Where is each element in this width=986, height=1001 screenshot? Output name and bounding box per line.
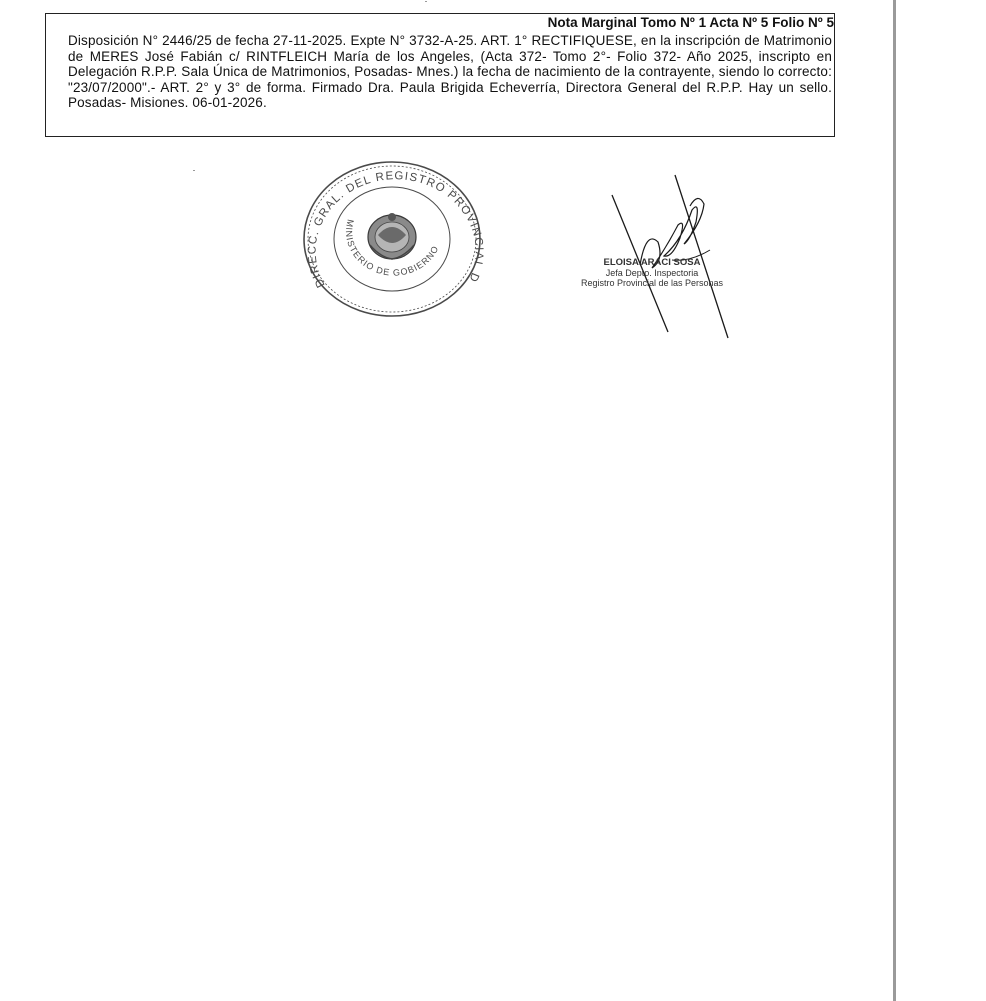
page-edge [893,0,896,1001]
scan-speck [193,170,195,171]
scan-speck [425,1,427,2]
page-margin [896,0,986,1001]
official-seal-stamp [300,157,485,317]
signatory-title: Jefa Depto. Inspectoria [605,268,699,278]
signature-block [552,258,752,288]
coat-of-arms-icon [368,213,416,259]
marginal-note-body: Disposición N° 2446/25 de fecha 27-11-2025. Expte N° 3732-A-25. ART. 1° RECTIFIQUESE, en la inscripción de Matrimonio de MERES José Fabián c/ RINTFLEICH María de los Angeles, (Acta 372- Tomo 2°- Folio 372- Año 2025, inscripto en Delegación R.P.P. Sala Única de Matrimonios, Posadas- Mnes.) la fecha de nacimiento de la contrayente, siendo lo correcto: "23/07/2000".- ART. 2° y 3° de forma. Firmado Dra. Paula Brigida Echeverría, Directora General del R.P.P. Hay un sello. Posadas- Misiones. 06-01-2026. [68,33,832,111]
signatory-office: Registro Provincial de las Personas [580,278,724,288]
stamp-outer-text: DIRECC. GRAL. DEL REGISTRO PROVINCIAL D [306,170,485,290]
marginal-note-heading: Nota Marginal Tomo Nº 1 Acta Nº 5 Folio Nº 5 [547,15,834,30]
signatory-name: ELOISA ARACI SOSA [603,257,701,268]
marginal-note-box [45,13,835,137]
stamp-inner-text: MINISTERIO DE GOBIERNO [343,218,441,278]
